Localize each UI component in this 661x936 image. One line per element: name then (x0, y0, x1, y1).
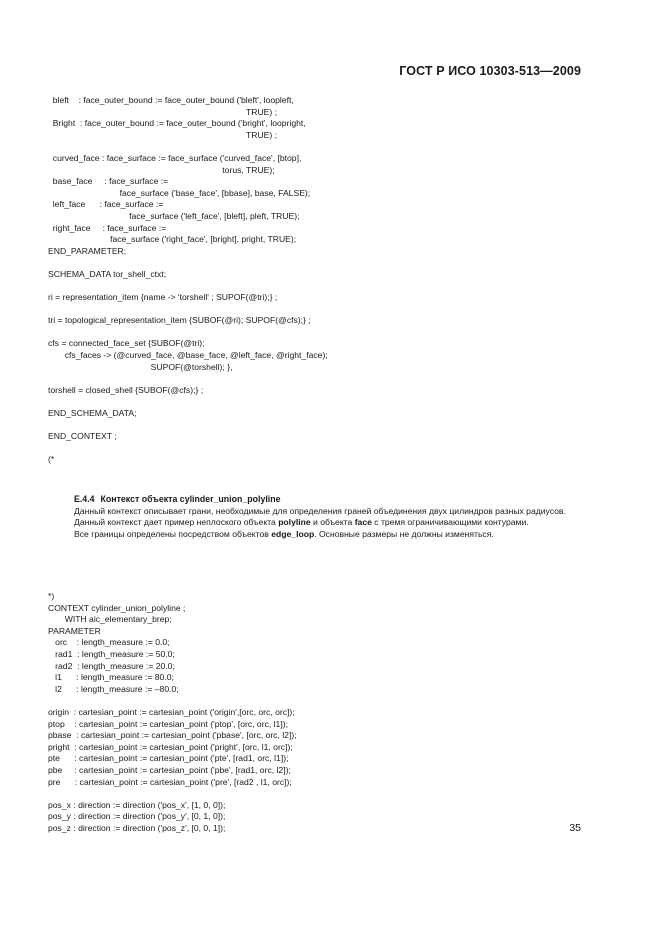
document-header: ГОСТ Р ИСО 10303-513—2009 (399, 64, 581, 78)
text-run: с тремя ограничивающими контурами. (371, 517, 529, 528)
section-title-name: cylinder_union_polyline (179, 494, 281, 504)
text-run: Все границы определены посредством объектов (74, 529, 272, 540)
section-e-4-4 (48, 494, 584, 541)
section-heading (48, 494, 584, 506)
page-number: 35 (569, 822, 581, 834)
paragraph-bounds (48, 529, 584, 541)
section-title-prefix: Контекст объекта (100, 494, 178, 504)
code-block-context: *) CONTEXT cylinder_union_polyline ; WITH aic_elementary_brep; PARAMETER orc : length_measure := 0.0; rad1 : length_measure := 50.0; rad2 : length_measure := 20.0; l1 : length_measure := 80.0; l2 : length_measure := –80.0; origin : cartesian_point := cartesian_point ('origin',[orc, orc, orc]); ptop : cartesian_point := cartesian_point ('ptop', [orc, orc, l1]); pbase : cartesian_point := cartesian_point ('pbase', [orc, orc, l2]); pright : cartesian_point := cartesian_point ('pright', [orc, l1, orc]); pte : cartesian_point := cartesian_point ('pte', [rad1, orc, l1]); pbe : cartesian_point := cartesian_point ('pbe', [rad1, orc, l2]); pre : cartesian_point := cartesian_point ('pre', [rad2 , l1, orc]); pos_x : direction := direction ('pos_x', [1, 0, 0]); pos_y : direction := direction ('pos_y', [0, 1, 0]); pos_z : direction := direction ('pos_z', [0, 0, 1]); (48, 591, 297, 833)
paragraph-description: Данный контекст описывает грани, необходимые для определения граней объединения двух цилиндров разных радиусов. (74, 505, 566, 516)
text-run: . Основные размеры не должны изменяться. (314, 529, 494, 540)
entity-name-face: face (354, 517, 372, 528)
code-block-parameters-schema: bleft : face_outer_bound := face_outer_bound ('bleft', loopleft, TRUE) ; Bright : face_outer_bound := face_outer_bound ('bright', loopright, TRUE) ; curved_face : face_surface := face_surface ('curved_face', [btop], torus, TRUE); base_face : face_surface := face_surface ('base_face', [bbase], base, FALSE); left_face : face_surface := face_surface ('left_face', [bleft], pleft, TRUE); right_face : face_surface := face_surface ('right_face', [bright], pright, TRUE); END_PARAMETER; SCHEMA_DATA tor_shell_ctxt; ri = representation_item {name -> 'torshell' ; SUPOF(@tri);} ; tri = topological_representation_item {SUBOF(@ri); SUPOF(@cfs);} ; cfs = connected_face_set {SUBOF(@tri); cfs_faces -> (@curved_face, @base_face, @left_face, @right_face); SUPOF(@torshell); }, torshell = closed_shell {SUBOF(@cfs);} ; END_SCHEMA_DATA; END_CONTEXT ; (* (48, 95, 328, 465)
text-run: и объекта (310, 517, 355, 528)
entity-name-edge-loop: edge_loop (271, 529, 315, 540)
section-number: E.4.4 (74, 494, 95, 504)
entity-name-polyline: polyline (278, 517, 311, 528)
paragraph-example (48, 517, 584, 529)
text-run: Данный контекст дает пример неплоского объекта (74, 517, 279, 528)
